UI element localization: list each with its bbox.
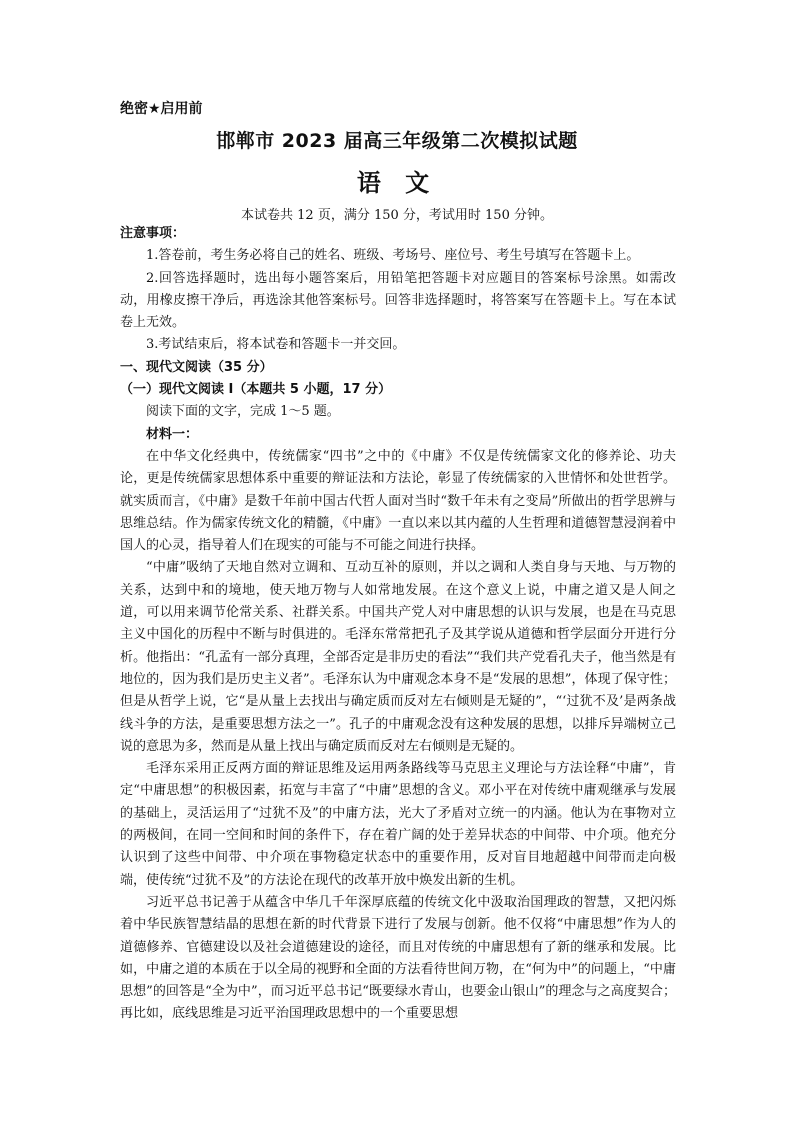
article-body <box>120 446 676 1026</box>
secret-mark: 绝密★启用前 <box>120 101 203 117</box>
subject-title: 语 文 <box>356 169 438 197</box>
material-label: 材料一： <box>146 426 199 442</box>
exam-content <box>120 223 676 1026</box>
section-instruction: 阅读下面的文字，完成 1～5 题。 <box>146 404 340 420</box>
section-sub-title: （一）现代文阅读 I（本题共 5 小题，17 分） <box>120 382 392 398</box>
note-item-2: 2.回答选择题时，选出每小题答案后，用铅笔把答题卡对应题目的答案标号涂黑。如需改动，用橡皮擦干净后，再选涂其他答案标号。回答非选择题时，将答案写在答题卡上。写在本试卷上无效。 <box>120 270 676 331</box>
article-paragraph-3: 毛泽东采用正反两方面的辩证思维及运用两条路线等马克思主义理论与方法诠释“中庸”，肯定“中庸思想”的积极因素，拓宽与丰富了“中庸”思想的含义。邓小平在对传统中庸观继承与发展的基础上，灵活运用了“过犹不及”的中庸方法，光大了矛盾对立统一的内涵。他认为在事物对立的两极间，在同一空间和时间的条件下，存在着广阔的处于差异状态的中间带、中介项。他充分认识到了这些中间带、中介项在事物稳定状态中的重要作用，反对盲目地超越中间带而走向极端，使传统“过犹不及”的方法论在现代的改革开放中焕发出新的生机。 <box>120 761 676 888</box>
notes-heading: 注意事项： <box>120 226 186 241</box>
article-paragraph-4: 习近平总书记善于从蕴含中华几千年深厚底蕴的传统文化中汲取治国理政的智慧，又把闪烁着中华民族智慧结晶的思想在新的时代背景下进行了发展与创新。他不仅将“中庸思想”作为人的道德修养、官德建设以及社会道德建设的途径，而且对传统的中庸思想有了新的继承和发展。比如，中庸之道的本质在于以全局的视野和全面的方法看待世间万物，在“何为中”的问题上，“中庸思想”的回答是“全为中”，而习近平总书记“既要绿水青山，也要金山银山”的理念与之高度契合；再比如，底线思维是习近平治国理政思想中的一个重要思想 <box>120 894 676 1022</box>
article-paragraph-2: “中庸”吸纳了天地自然对立调和、互动互补的原则，并以之调和人类自身与天地、与万物的关系，达到中和的境地，使天地万物与人如常地发展。在这个意义上说，中庸之道又是人间之道，可以用来调节伦常关系、社群关系。中国共产党人对中庸思想的认识与发展，也是在马克思主义中国化的历程中不断与时俱进的。毛泽东常常把孔子及其学说从道德和哲学层面分开进行分析。他指出：“孔孟有一部分真理，全部否定是非历史的看法”“我们共产党看孔夫子，他当然是有地位的，因为我们是历史主义者”。毛泽东认为中庸观念本身不是“发展的思想”，体现了保守性；但是从哲学上说，它“是从量上去找出与确定质而反对左右倾则是无疑的”，“‘过犹不及’是两条战线斗争的方法，是重要思想方法之一”。孔子的中庸观念没有这种发展的思想，以排斥异端树立己说的意思为多，然而是从量上找出与确定质而反对左右倾则是无疑的。 <box>120 560 676 754</box>
exam-info: 本试卷共 12 页，满分 150 分，考试用时 150 分钟。 <box>241 208 553 223</box>
note-item-3: 3.考试结束后，将本试卷和答题卡一并交回。 <box>146 337 406 353</box>
note-item-1: 1.答卷前，考生务必将自己的姓名、班级、考场号、座位号、考生号填写在答题卡上。 <box>146 248 640 264</box>
exam-title: 邯郸市 2023 届高三年级第二次模拟试题 <box>216 130 578 152</box>
article-paragraph-1: 在中华文化经典中，传统儒家“四书”之中的《中庸》不仅是传统儒家文化的修养论、功夫论，更是传统儒家思想体系中重要的辩证法和方法论，彰显了传统儒家的入世情怀和处世哲学。就实质而言，《中庸》是数千年前中国古代哲人面对当时“数千年未有之变局”所做出的哲学思辨与思维总结。作为儒家传统文化的精髓，《中庸》一直以来以其内蕴的人生哲理和道德智慧浸润着中国人的心灵，指导着人们在现实的可能与不可能之间进行抉择。 <box>120 448 676 554</box>
section-title: 一、现代文阅读（35 分） <box>120 359 273 375</box>
